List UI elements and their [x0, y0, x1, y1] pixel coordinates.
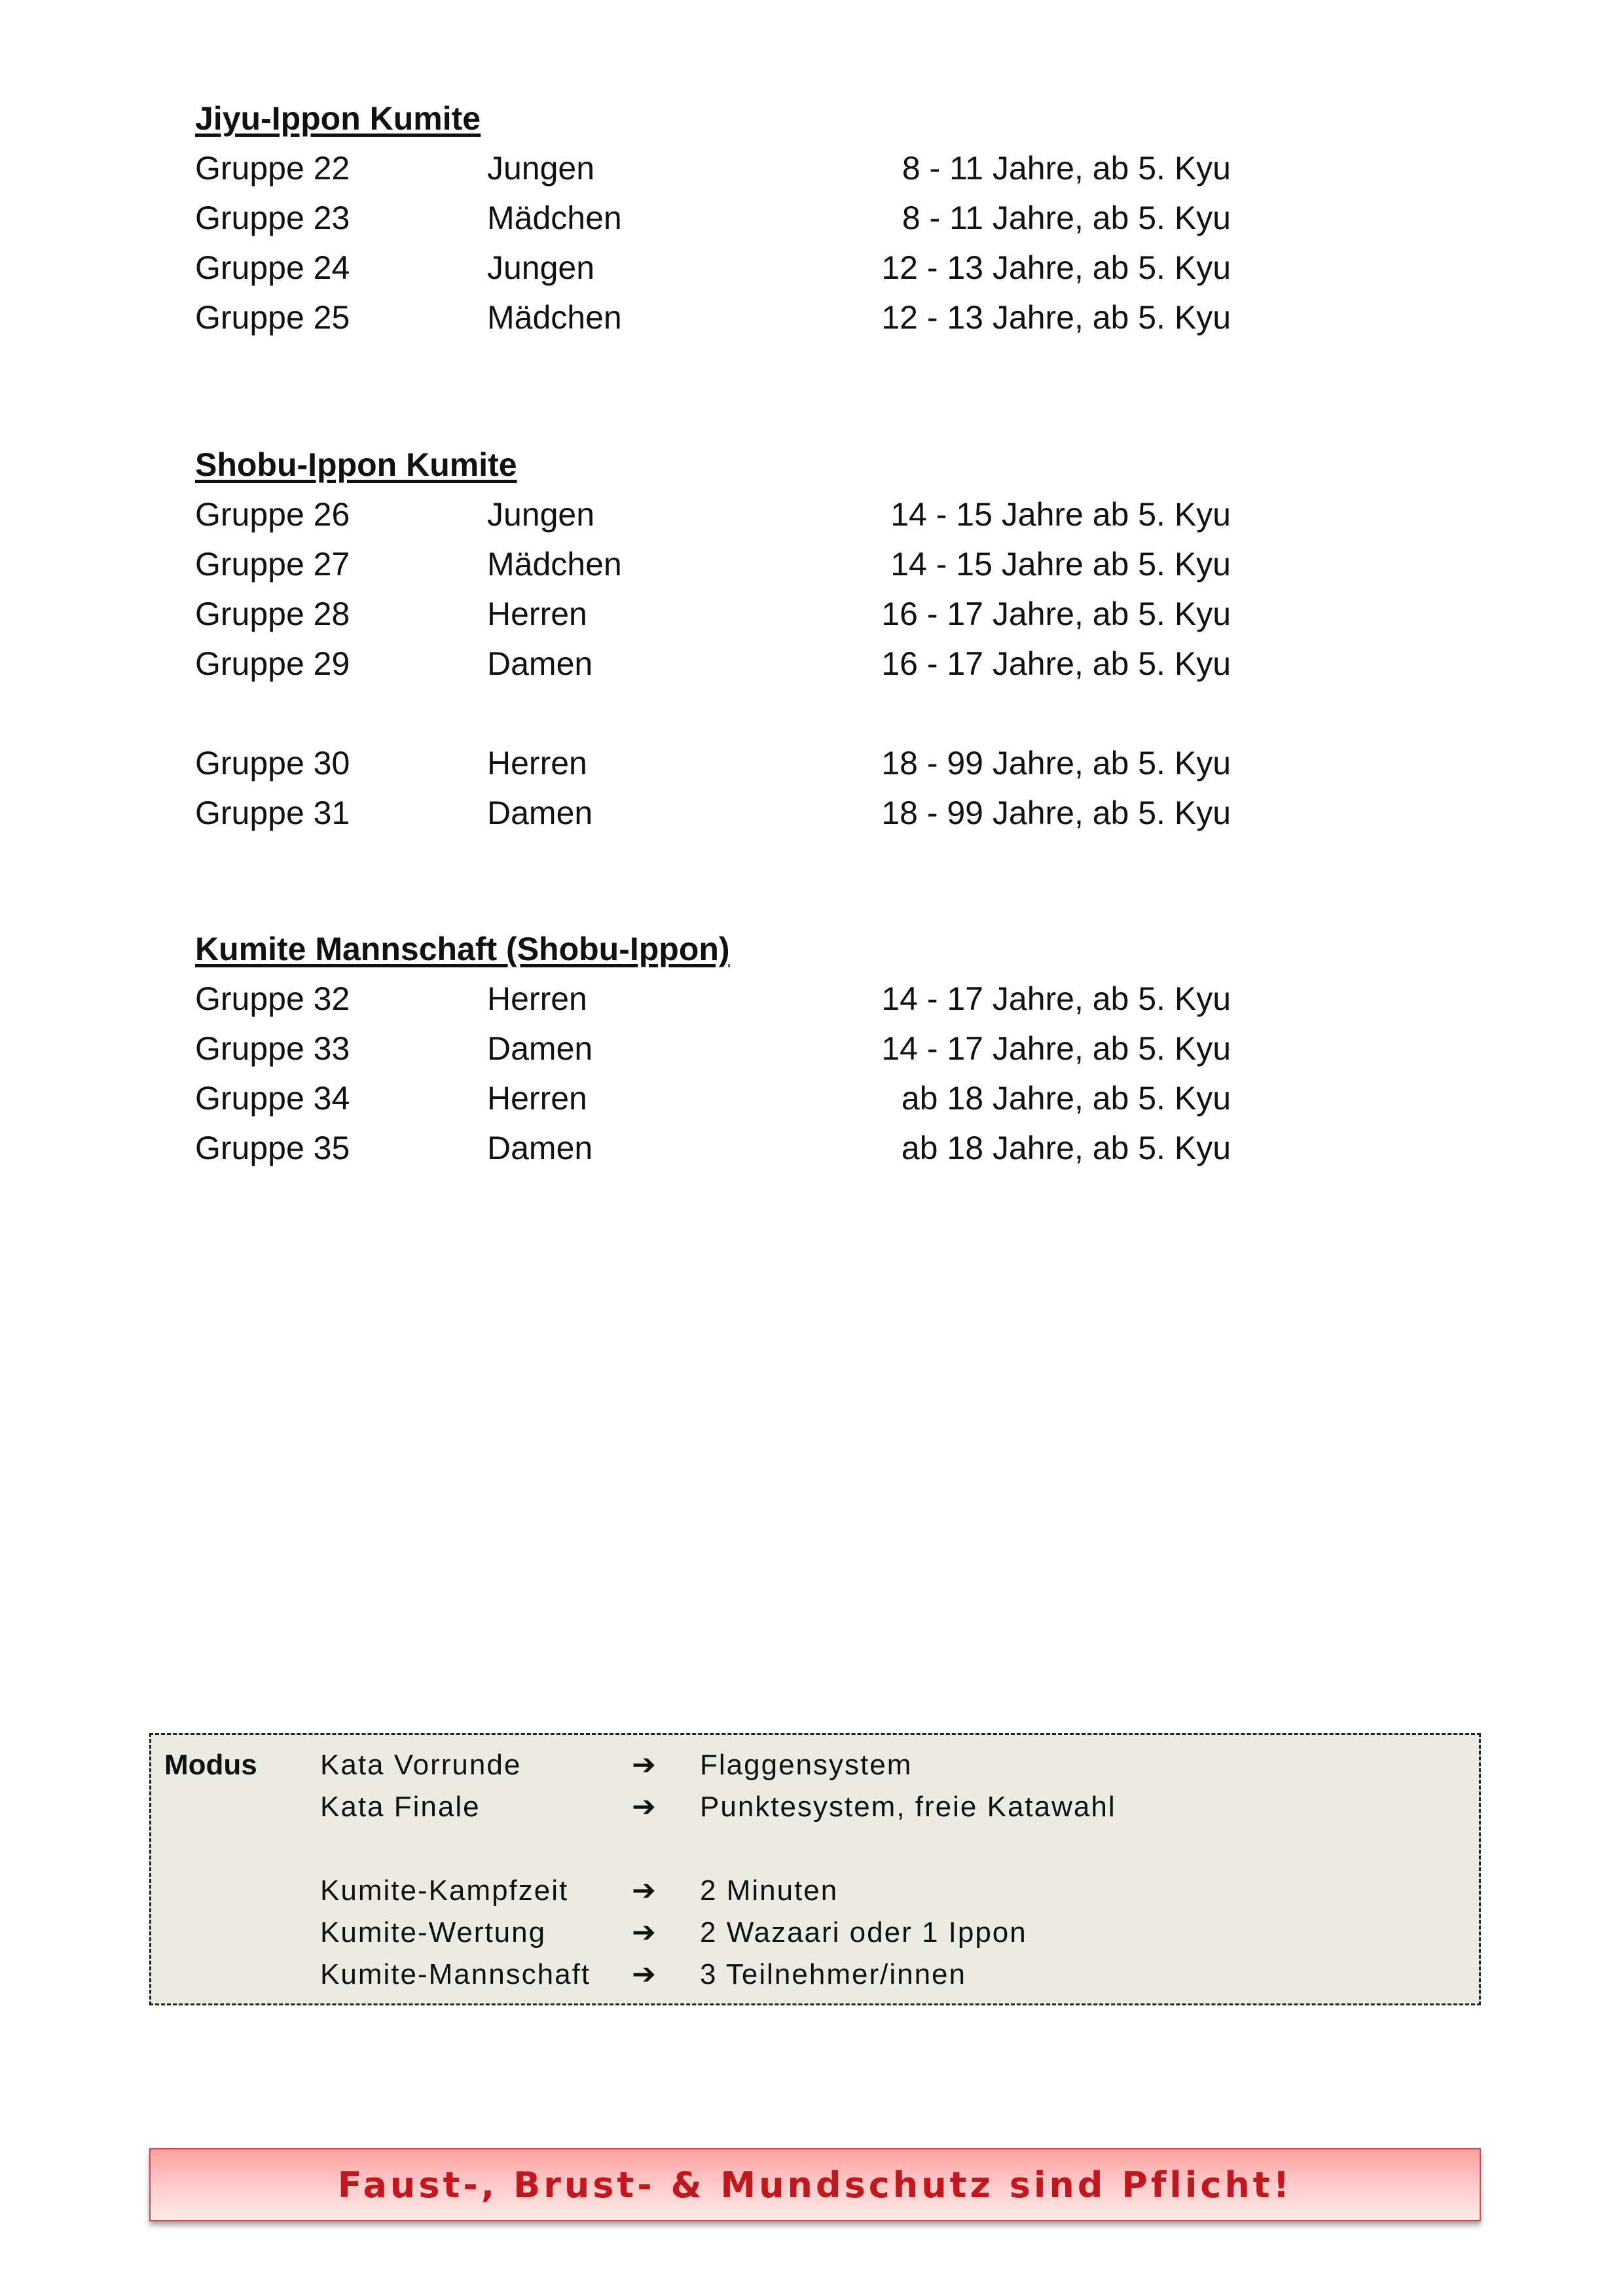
modus-key: Kumite-Mannschaft — [320, 1958, 591, 1990]
table-row — [195, 539, 1439, 589]
modus-label: Modus — [164, 1749, 257, 1781]
table-row — [195, 193, 1439, 243]
age-cell: 12 - 13 Jahre, ab 5. Kyu — [881, 249, 1231, 286]
modus-key: Kumite-Wertung — [320, 1916, 547, 1948]
warning-banner — [149, 2148, 1481, 2221]
table-row — [195, 1073, 1439, 1123]
section-shobu-ippon — [195, 440, 1439, 838]
arrow-right-icon: ➔ — [632, 1874, 656, 1907]
modus-value: 3 Teilnehmer/innen — [700, 1958, 966, 1990]
age-cell: 14 - 17 Jahre, ab 5. Kyu — [881, 1030, 1231, 1067]
table-row — [195, 974, 1439, 1024]
row-spacer — [195, 689, 1439, 738]
age-cell: 14 - 15 Jahre ab 5. Kyu — [890, 546, 1231, 583]
age-cell: 18 - 99 Jahre, ab 5. Kyu — [881, 745, 1231, 781]
age-cell: ab 18 Jahre, ab 5. Kyu — [901, 1080, 1231, 1117]
category-cell: Mädchen — [487, 200, 622, 236]
group-cell: Gruppe 35 — [195, 1130, 350, 1166]
group-cell: Gruppe 25 — [195, 299, 350, 336]
age-cell: 16 - 17 Jahre, ab 5. Kyu — [881, 645, 1231, 682]
section-title: Jiyu-Ippon Kumite — [195, 100, 481, 137]
category-cell: Mädchen — [487, 546, 622, 583]
category-cell: Herren — [487, 596, 587, 632]
table-row — [195, 788, 1439, 838]
table-row — [195, 639, 1439, 689]
table-row — [195, 243, 1439, 293]
section-title: Shobu-Ippon Kumite — [195, 446, 517, 483]
group-cell: Gruppe 22 — [195, 150, 350, 187]
category-cell: Damen — [487, 795, 593, 831]
category-cell: Damen — [487, 1130, 593, 1166]
age-cell: 12 - 13 Jahre, ab 5. Kyu — [881, 299, 1231, 336]
arrow-right-icon: ➔ — [632, 1791, 656, 1823]
table-row — [195, 293, 1439, 342]
section-kumite-mannschaft — [195, 924, 1439, 1173]
age-cell: 8 - 11 Jahre, ab 5. Kyu — [902, 150, 1231, 187]
arrow-right-icon: ➔ — [632, 1916, 656, 1948]
table-row — [195, 738, 1439, 788]
group-cell: Gruppe 31 — [195, 795, 350, 831]
category-cell: Damen — [487, 645, 593, 682]
modus-value: Flaggensystem — [700, 1749, 913, 1781]
table-row — [195, 589, 1439, 639]
modus-key: Kumite-Kampfzeit — [320, 1874, 569, 1907]
age-cell: 14 - 17 Jahre, ab 5. Kyu — [881, 980, 1231, 1017]
section-jiyu-ippon — [195, 94, 1439, 342]
arrow-right-icon: ➔ — [632, 1749, 656, 1781]
category-cell: Herren — [487, 980, 587, 1017]
group-cell: Gruppe 34 — [195, 1080, 350, 1117]
modus-box — [149, 1733, 1481, 2005]
group-cell: Gruppe 23 — [195, 200, 350, 236]
modus-value: 2 Wazaari oder 1 Ippon — [700, 1916, 1027, 1948]
category-cell: Mädchen — [487, 299, 622, 336]
section-title: Kumite Mannschaft (Shobu-Ippon) — [195, 931, 730, 967]
category-cell: Jungen — [487, 150, 595, 187]
group-cell: Gruppe 32 — [195, 980, 350, 1017]
table-row — [195, 1024, 1439, 1073]
group-cell: Gruppe 24 — [195, 249, 350, 286]
table-row — [195, 490, 1439, 539]
category-cell: Herren — [487, 1080, 587, 1117]
age-cell: ab 18 Jahre, ab 5. Kyu — [901, 1130, 1231, 1166]
age-cell: 8 - 11 Jahre, ab 5. Kyu — [902, 200, 1231, 236]
category-cell: Jungen — [487, 249, 595, 286]
age-cell: 18 - 99 Jahre, ab 5. Kyu — [881, 795, 1231, 831]
category-cell: Damen — [487, 1030, 593, 1067]
warning-text: Faust-, Brust- & Mundschutz sind Pflicht! — [337, 2164, 1293, 2206]
group-cell: Gruppe 26 — [195, 496, 350, 533]
group-cell: Gruppe 28 — [195, 596, 350, 632]
modus-key: Kata Finale — [320, 1791, 481, 1823]
group-cell: Gruppe 33 — [195, 1030, 350, 1067]
group-cell: Gruppe 30 — [195, 745, 350, 781]
group-cell: Gruppe 27 — [195, 546, 350, 583]
age-cell: 16 - 17 Jahre, ab 5. Kyu — [881, 596, 1231, 632]
modus-key: Kata Vorrunde — [320, 1749, 522, 1781]
group-cell: Gruppe 29 — [195, 645, 350, 682]
category-cell: Herren — [487, 745, 587, 781]
table-row — [195, 143, 1439, 193]
arrow-right-icon: ➔ — [632, 1958, 656, 1990]
category-cell: Jungen — [487, 496, 595, 533]
modus-value: Punktesystem, freie Katawahl — [700, 1791, 1116, 1823]
modus-value: 2 Minuten — [700, 1874, 839, 1907]
table-row — [195, 1123, 1439, 1173]
age-cell: 14 - 15 Jahre ab 5. Kyu — [890, 496, 1231, 533]
